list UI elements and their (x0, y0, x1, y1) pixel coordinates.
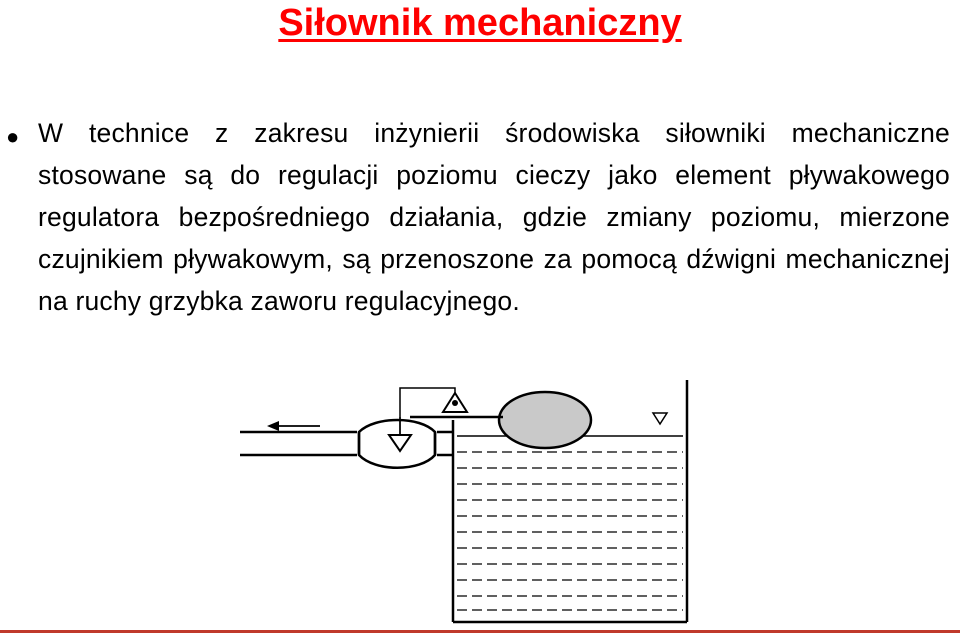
bottom-rule (0, 630, 960, 633)
valve-plug-icon (389, 435, 411, 451)
float-regulator-diagram (225, 360, 695, 630)
level-marker-icon (653, 413, 667, 424)
inlet-pipe (240, 432, 453, 455)
liquid (457, 452, 683, 610)
bullet-text: W technice z zakresu inżynierii środowiska siłowniki mechaniczne stosowane są do regulacji poziomu cieczy jako element pływakowego regulatora bezpośredniego działania, gdzie zmiany poziomu, mierzone czujnikiem pływakowym, są przenoszone za pomocą dźwigni mechanicznej na ruchy grzybka zaworu regulacyjnego. (38, 118, 950, 316)
float (499, 392, 591, 448)
valve-body (359, 420, 435, 468)
bullet-icon: ● (6, 124, 20, 149)
slide-title: Siłownik mechaniczny (278, 2, 682, 44)
pivot-pin (452, 400, 458, 406)
flow-arrow-icon (267, 421, 320, 431)
